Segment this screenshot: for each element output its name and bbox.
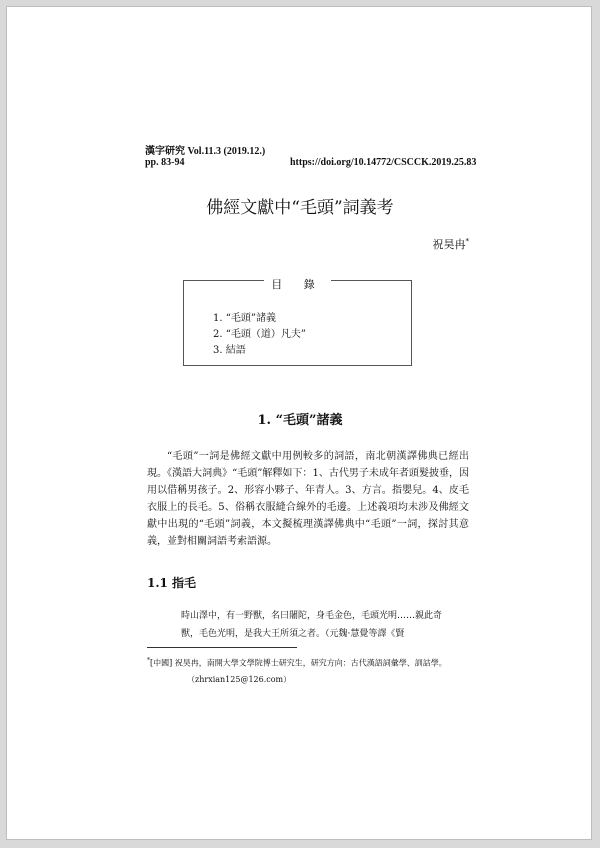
author-name: 祝昊冉	[432, 238, 466, 251]
toc-item[interactable]: 1. “毛頭”諸義	[213, 313, 276, 324]
section-heading: 1. “毛頭”諸義	[257, 413, 343, 428]
page-range: pp. 83-94	[145, 157, 185, 168]
block-quote: 時山澤中，有一野獸，名曰闍陀，身毛金色，毛頭光明……親此奇獸，毛色光明，是我大王所須之者。（元魏·慧覺等譯《賢	[181, 611, 443, 639]
footnote-mark: *	[147, 657, 150, 664]
toc-list	[213, 311, 306, 359]
journal-info: 漢字研究 Vol.11.3 (2019.12.)	[145, 146, 266, 157]
author	[433, 236, 470, 252]
subsection-heading: 1.1 指毛	[147, 576, 197, 590]
body-paragraph: “毛頭”一詞是佛經文獻中用例較多的詞語，南北朝漢譯佛典已經出現。《漢語大詞典》“毛頭”解釋如下：1、古代男子未成年者頭髮披垂，因用以借稱男孩子。2、形容小夥子、年青人。3、方言。指嬰兒。4、皮毛衣服上的長毛。5、俗稱衣服縫合線外的毛邊。上述義項均未涉及佛經文獻中出現的“毛頭”詞義，本文擬梳理漢譯佛典中“毛頭”一詞，探討其意義，並對相關詞語考索語源。	[147, 451, 469, 547]
footnote-text: [中國] 祝昊冉，南開大學文學院博士研究生，研究方向：古代漢語詞彙學、訓詁學。	[150, 658, 447, 668]
footnote	[147, 653, 469, 688]
paper-title: 佛經文獻中“毛頭”詞義考	[206, 198, 394, 218]
toc-title: 目 錄	[264, 278, 331, 291]
author-email[interactable]: （zhrxian125@126.com）	[187, 674, 292, 684]
author-footnote-mark: *	[465, 237, 469, 246]
table-of-contents	[183, 280, 412, 366]
footnote-divider	[147, 647, 297, 648]
toc-item[interactable]: 2. “毛頭（道）凡夫”	[213, 329, 306, 340]
paper-page	[6, 6, 592, 840]
toc-item[interactable]: 3. 結語	[213, 345, 246, 356]
doi-link[interactable]: https://doi.org/10.14772/CSCCK.2019.25.83	[290, 157, 477, 168]
toc-title-wrap	[184, 273, 411, 292]
